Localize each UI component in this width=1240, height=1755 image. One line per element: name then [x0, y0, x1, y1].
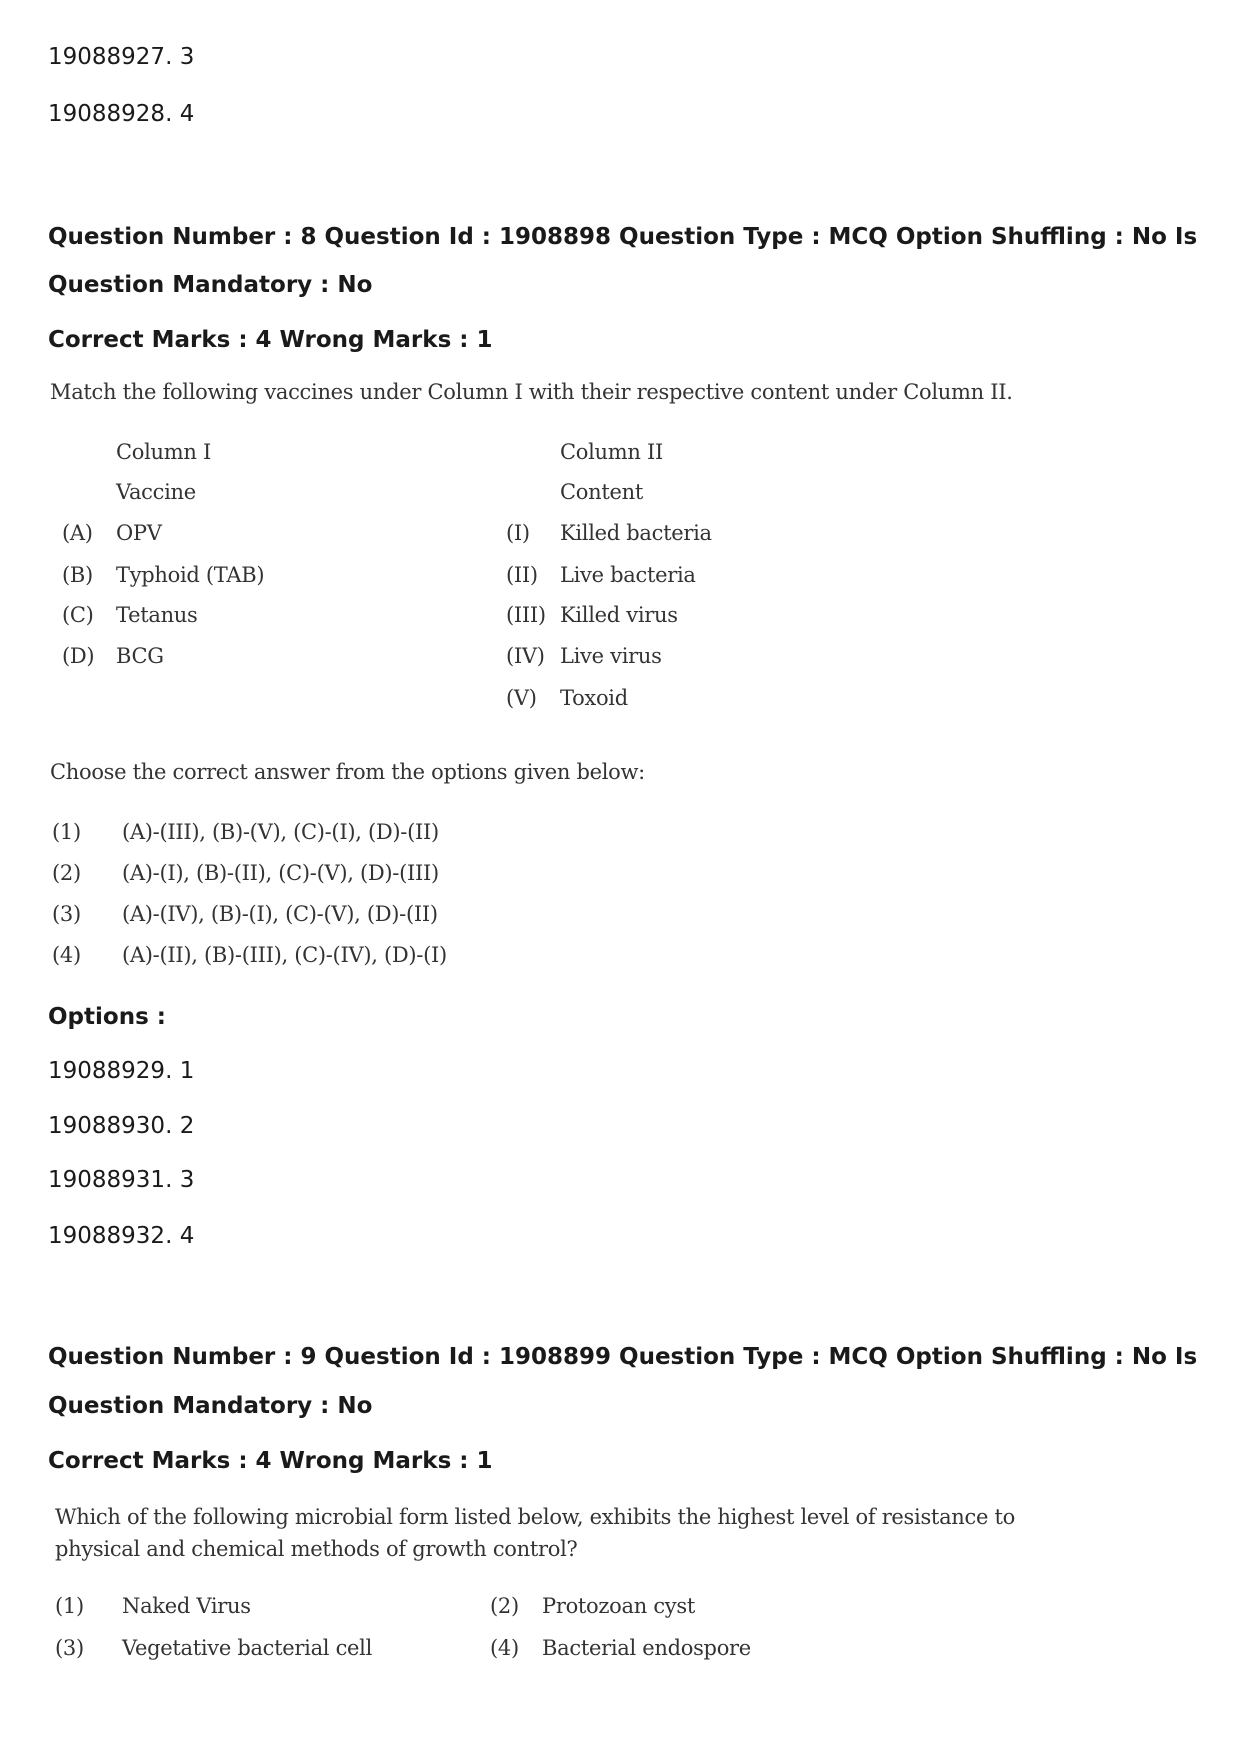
answer-text: Vegetative bacterial cell	[122, 1636, 372, 1660]
answer-text: (A)-(III), (B)-(V), (C)-(I), (D)-(II)	[122, 820, 439, 844]
option-line: 19088929. 1	[48, 1058, 195, 1084]
col2-key: (V)	[506, 686, 537, 710]
col1-key: (B)	[62, 563, 93, 587]
q8-marks: Correct Marks : 4 Wrong Marks : 1	[48, 327, 493, 353]
answer-number: (1)	[55, 1594, 84, 1618]
column2-subtitle: Content	[560, 480, 643, 504]
option-line: 19088927. 3	[48, 44, 195, 70]
col2-key: (II)	[506, 563, 538, 587]
q8-prompt: Match the following vaccines under Column I with their respective content under Column II.	[50, 380, 1013, 404]
col2-item: Live bacteria	[560, 563, 696, 587]
answer-number: (4)	[52, 943, 81, 967]
q8-header-line2: Question Mandatory : No	[48, 272, 373, 298]
col2-key: (IV)	[506, 644, 545, 668]
answer-text: (A)-(IV), (B)-(I), (C)-(V), (D)-(II)	[122, 902, 438, 926]
q9-prompt-line1: Which of the following microbial form listed below, exhibits the highest level of resistance to	[55, 1505, 1015, 1529]
option-line: 19088932. 4	[48, 1223, 195, 1249]
col2-key: (III)	[506, 603, 546, 627]
q9-header-line2: Question Mandatory : No	[48, 1393, 373, 1419]
option-line: 19088928. 4	[48, 101, 195, 127]
q9-prompt-line2: physical and chemical methods of growth control?	[55, 1537, 578, 1561]
answer-text: (A)-(I), (B)-(II), (C)-(V), (D)-(III)	[122, 861, 439, 885]
answer-number: (3)	[55, 1636, 84, 1660]
col2-item: Killed bacteria	[560, 521, 712, 545]
col1-key: (A)	[62, 521, 93, 545]
answer-text: (A)-(II), (B)-(III), (C)-(IV), (D)-(I)	[122, 943, 447, 967]
answer-number: (2)	[490, 1594, 519, 1618]
col2-key: (I)	[506, 521, 530, 545]
choose-instruction: Choose the correct answer from the options given below:	[50, 760, 645, 784]
answer-text: Bacterial endospore	[542, 1636, 751, 1660]
answer-text: Protozoan cyst	[542, 1594, 695, 1618]
q9-header-line1: Question Number : 9 Question Id : 1908899 Question Type : MCQ Option Shuffling : No Is	[48, 1344, 1198, 1370]
answer-number: (2)	[52, 861, 81, 885]
answer-number: (3)	[52, 902, 81, 926]
col2-item: Killed virus	[560, 603, 678, 627]
option-line: 19088930. 2	[48, 1113, 195, 1139]
col1-item: OPV	[116, 521, 162, 545]
col1-item: Typhoid (TAB)	[116, 563, 265, 587]
options-label: Options :	[48, 1004, 166, 1030]
col1-key: (D)	[62, 644, 95, 668]
col2-item: Live virus	[560, 644, 662, 668]
q8-header-line1: Question Number : 8 Question Id : 1908898 Question Type : MCQ Option Shuffling : No Is	[48, 224, 1198, 250]
col1-item: Tetanus	[116, 603, 198, 627]
q9-marks: Correct Marks : 4 Wrong Marks : 1	[48, 1448, 493, 1474]
column1-title: Column I	[116, 440, 211, 464]
option-line: 19088931. 3	[48, 1167, 195, 1193]
answer-number: (1)	[52, 820, 81, 844]
column2-title: Column II	[560, 440, 663, 464]
column1-subtitle: Vaccine	[116, 480, 196, 504]
col1-item: BCG	[116, 644, 164, 668]
col1-key: (C)	[62, 603, 94, 627]
col2-item: Toxoid	[560, 686, 628, 710]
answer-number: (4)	[490, 1636, 519, 1660]
answer-text: Naked Virus	[122, 1594, 251, 1618]
